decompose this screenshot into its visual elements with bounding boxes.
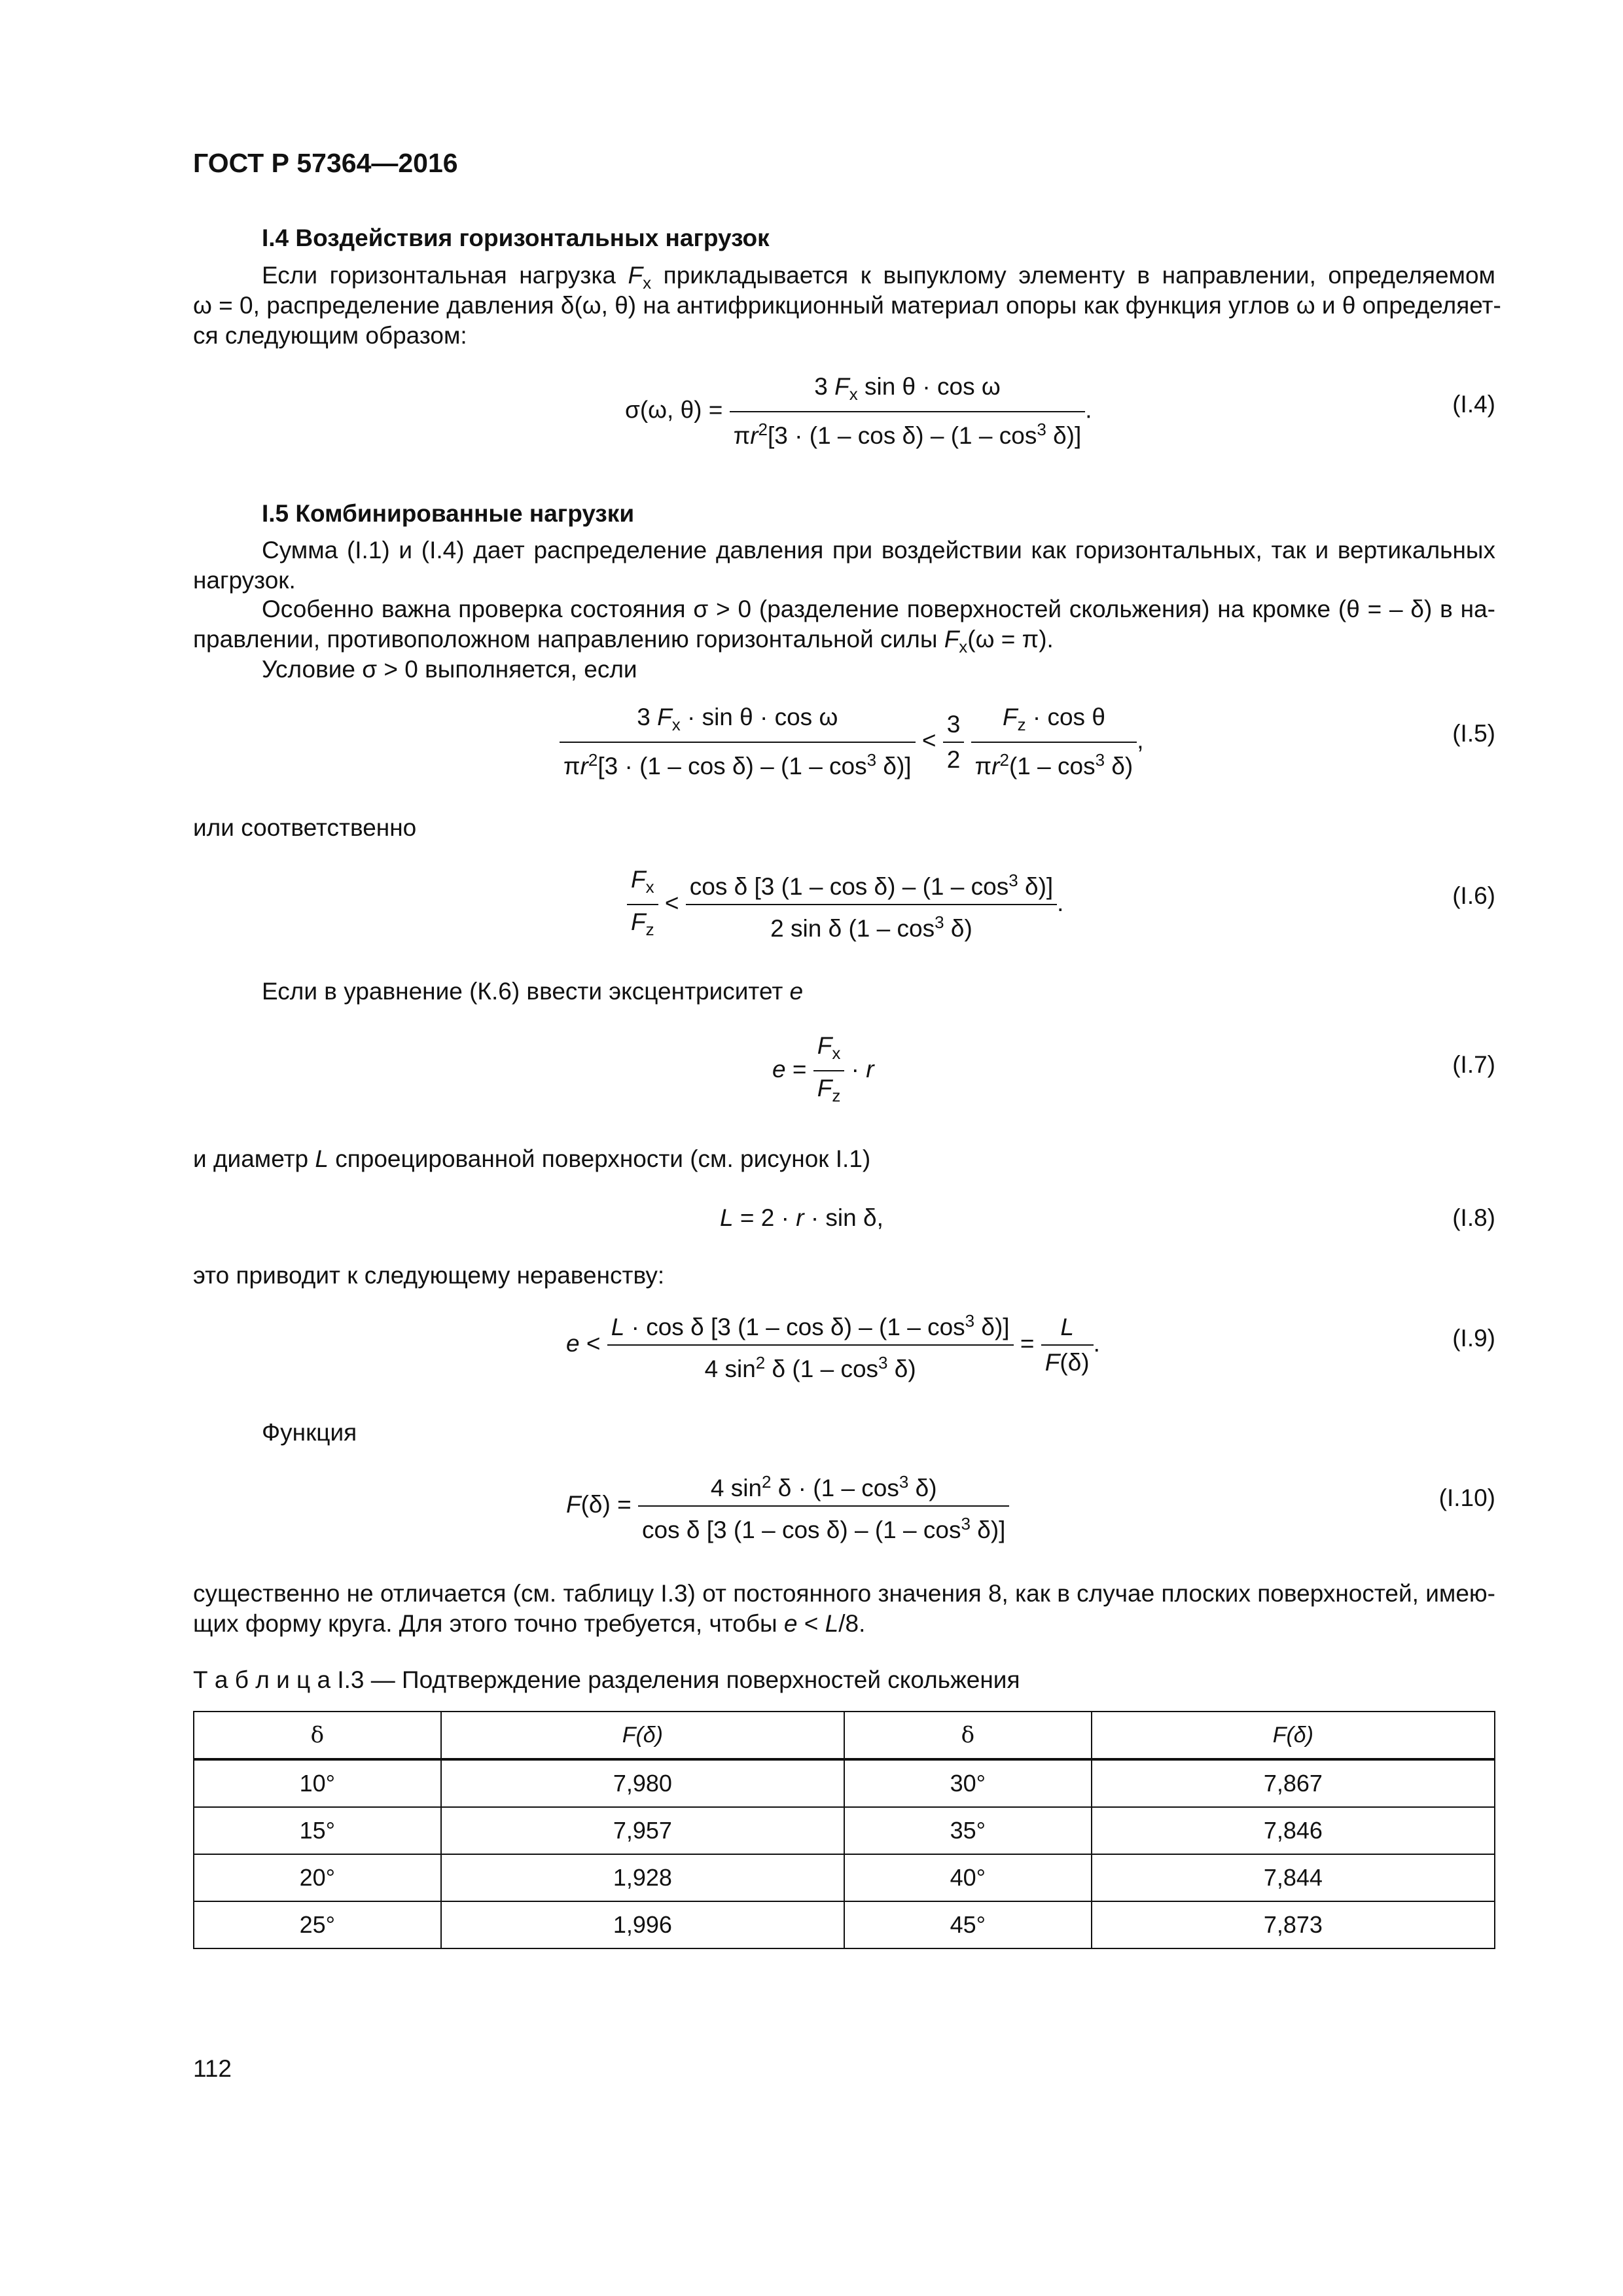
paragraph-i5-3: Условие σ > 0 выполняется, если [262,656,637,683]
equation-i8: L = 2 · r · sin δ, [720,1204,883,1231]
table-cell: 40° [844,1854,1092,1901]
fraction: $\frac{4 \sin^2 \delta \cdot (1 - \cos^3 \delta)}{\cos \delta [3 (1 - \cos \delta) - (1 - \cos^3 \delta)]}$ [638,1465,1009,1547]
fraction: $\frac{\cos \delta [3 (1 - \cos \delta) - (1 - \cos^3 \delta)]}{2 \sin \delta (1 - \cos^3 \delta)}$ [686,863,1057,946]
equation-label-i8: (I.8) [1452,1204,1495,1231]
fraction: $\frac{3}{2}$ [943,708,965,777]
table-header-cell: F(δ) [441,1712,844,1759]
equation-i5: $\frac{3 F_x \cdot \sin \theta \cdot \cos \omega}{\pi r^2[3 \cdot (1 - \cos \delta) - (1 - \cos^3 \delta)]}$ < $\frac{3}{2}$ $\frac{F_z \cdot \cos \theta}{\pi r^2(1 - \cos^3 \delta)}$ , [560,700,1144,783]
table-cell: 15° [194,1807,441,1854]
table-cell: 7,873 [1092,1901,1495,1948]
fraction: $\frac{3 F_x \cdot \sin \theta \cdot \cos \omega}{\pi r^2[3 \cdot (1 - \cos \delta) - (1 - \cos^3 \delta)]}$ [560,700,916,783]
equation-i10: F(δ) = $\frac{4 \sin^2 \delta \cdot (1 - \cos^3 \delta)}{\cos \delta [3 (1 - \cos \delta) - (1 - \cos^3 \delta)]}$ [566,1465,1009,1547]
paragraph-i5-2-line2: правлении, противоположном направлению горизонтальной силы $F_x(\omega = \pi)$. [193,626,1054,656]
fraction: $\frac{F_x}{F_z}$ [813,1029,845,1113]
table-cell: 7,957 [441,1807,844,1854]
text-eccentricity: Если в уравнение (К.6) ввести эксцентриситет e [262,978,804,1005]
text-inequality-intro: это приводит к следующему неравенству: [193,1262,665,1289]
paragraph-i4-line1: Если горизонтальная нагрузка $F_x$ прикладывается к выпуклому элементу в направлении, определяемом [262,262,1495,293]
table-row [194,1807,1495,1854]
fraction: $\frac{L}{F(\delta)}$ [1041,1310,1094,1380]
paragraph-final-line2: щих форму круга. Для этого точно требуется, чтобы e < L/8. [193,1610,866,1637]
table-cell: 1,996 [441,1901,844,1948]
table-cell: 45° [844,1901,1092,1948]
paragraph-i4-line3: ся следующим образом: [193,322,467,349]
fraction: $\frac{F_z \cdot \cos \theta}{\pi r^2(1 - \cos^3 \delta)}$ [971,700,1137,783]
table-cell: 30° [844,1759,1092,1807]
equation-label-i4: (I.4) [1452,391,1495,418]
table-header-row [194,1712,1495,1759]
table-row [194,1759,1495,1807]
table-cell: 7,980 [441,1759,844,1807]
page-number: 112 [193,2055,232,2082]
fraction: $\frac{F_x}{F_z}$ [627,863,658,946]
equation-i7: e = $\frac{F_x}{F_z}$ · r [772,1029,874,1113]
paragraph-i5-1-line1: Сумма (I.1) и (I.4) дает распределение давления при воздействии как горизонтальных, так и вертикальных [262,537,1495,564]
table-row [194,1901,1495,1948]
table-header-cell: δ [194,1712,441,1759]
equation-label-i9: (I.9) [1452,1325,1495,1352]
table-caption: Т а б л и ц а I.3 — Подтверждение разделения поверхностей скольжения [193,1666,1020,1693]
equation-label-i6: (I.6) [1452,882,1495,909]
section-title-i5: I.5 Комбинированные нагрузки [262,500,635,527]
equation-i6: $\frac{F_x}{F_z}$ < $\frac{\cos \delta [3 (1 - \cos \delta) - (1 - \cos^3 \delta)]}{2 \sin \delta (1 - \cos^3 \delta)}$ . [627,863,1063,946]
paragraph-final-line1: существенно не отличается (см. таблицу I.3) от постоянного значения 8, как в случае плоских поверхностей, имею- [193,1580,1495,1607]
table-cell: 7,867 [1092,1759,1495,1807]
table-cell: 1,928 [441,1854,844,1901]
table-header-cell: F(δ) [1092,1712,1495,1759]
paragraph-i5-2-line1: Особенно важна проверка состояния σ > 0 (разделение поверхностей скольжения) на кромке (θ = – δ) в на- [262,596,1495,622]
text-or-respectively: или соответственно [193,814,417,841]
equation-label-i5: (I.5) [1452,720,1495,747]
equation-label-i7: (I.7) [1452,1051,1495,1078]
text-diameter: и диаметр L спроецированной поверхности (см. рисунок I.1) [193,1145,871,1172]
equation-i4: σ(ω, θ) = $\frac{3 F_x \sin \theta \cdot \cos \omega}{\pi r^2[3 \cdot (1 - \cos \delta) - (1 - \cos^3 \delta)]}$ . [625,370,1092,453]
text-function: Функция [262,1419,357,1446]
table-cell: 20° [194,1854,441,1901]
paragraph-i5-1-line2: нагрузок. [193,567,296,594]
equation-label-i10: (I.10) [1438,1484,1495,1511]
fraction: $\frac{3 F_x \sin \theta \cdot \cos \omega}{\pi r^2[3 \cdot (1 - \cos \delta) - (1 - \cos^3 \delta)]}$ [730,370,1086,453]
table-cell: 7,846 [1092,1807,1495,1854]
fraction: $\frac{L \cdot \cos \delta [3 (1 - \cos \delta) - (1 - \cos^3 \delta)]}{4 \sin^2 \delta (1 - \cos^3 \delta)}$ [607,1304,1014,1386]
table-cell: 10° [194,1759,441,1807]
equation-i9: e < $\frac{L \cdot \cos \delta [3 (1 - \cos \delta) - (1 - \cos^3 \delta)]}{4 \sin^2 \delta (1 - \cos^3 \delta)}$ = $\frac{L}{F(\delta)}$ . [566,1304,1100,1386]
table-cell: 25° [194,1901,441,1948]
table-cell: 35° [844,1807,1092,1854]
section-title-i4: I.4 Воздействия горизонтальных нагрузок [262,224,770,251]
table-row [194,1854,1495,1901]
data-table [193,1711,1495,1949]
document-header: ГОСТ Р 57364—2016 [193,148,458,178]
table-header-cell: δ [844,1712,1092,1759]
table-cell: 7,844 [1092,1854,1495,1901]
paragraph-i4-line2: ω = 0, распределение давления δ(ω, θ) на антифрикционный материал опоры как функция углов ω и θ определяет- [193,292,1501,319]
